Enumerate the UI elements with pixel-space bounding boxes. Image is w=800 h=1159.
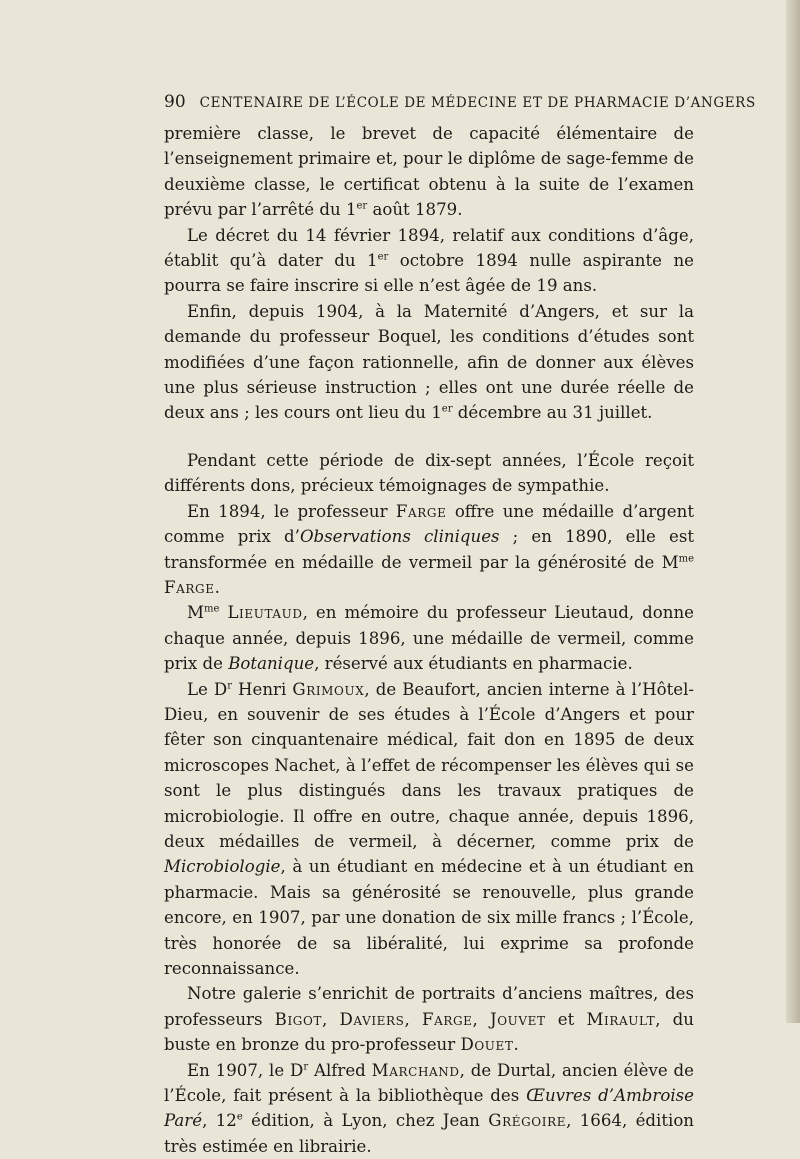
text-run: Alfred (308, 1060, 372, 1080)
superscript: e (236, 1111, 243, 1123)
name-small-caps: Jouvet (489, 1009, 546, 1029)
text-run: , (322, 1009, 340, 1029)
text-run: décembre au 31 juillet. (452, 403, 653, 423)
text-run: Le D (187, 679, 228, 699)
text-run: Enfin, depuis 1904, à la Maternité d’Angers, et sur la demande du professeur Boquel, les conditions d’études sont modifiées d’une façon rationnelle, afin de donner aux élèves une plus sérieuse instruction ; elles ont une durée réelle de deux ans ; les cours ont lieu du 1 (164, 301, 694, 423)
text-run: Pendant cette période de dix-sept années, l’École reçoit différents dons, précieux témoignages de sympathie. (164, 450, 694, 496)
paragraph-7 (164, 677, 694, 982)
paragraph-5 (164, 499, 694, 601)
superscript: er (356, 200, 368, 212)
text-run: En 1894, le professeur (187, 501, 396, 521)
name-small-caps: Douet (460, 1035, 514, 1055)
paragraph-3 (164, 299, 694, 426)
superscript: er (441, 403, 453, 415)
text-run: , 1664, édition très estimée en librairie. (164, 1111, 694, 1156)
name-small-caps: Lieutaud (227, 603, 303, 623)
name-small-caps: Farge (395, 501, 447, 521)
text-run: M (187, 603, 204, 623)
text-run: Notre galerie s’enrichit de portraits d’anciens maîtres, des professeurs (164, 984, 694, 1029)
italic-title: Microbiologie (164, 857, 281, 877)
name-small-caps: Daviers (339, 1009, 405, 1029)
running-title: CENTENAIRE DE L’ÉCOLE DE MÉDECINE ET DE PHARMACIE D’ANGERS (199, 95, 756, 111)
text-run: . (214, 577, 220, 597)
text-run: , en mémoire du professeur Lieutaud, donne chaque année, depuis 1896, une médaille de vermeil, comme prix de (164, 603, 694, 674)
text-run: et (545, 1009, 587, 1029)
text-run: . (513, 1035, 519, 1055)
superscript: r (227, 680, 232, 691)
italic-title: Œuvres d’Ambroise Paré (164, 1086, 694, 1131)
name-small-caps: Farge (421, 1009, 473, 1029)
body-text (164, 121, 694, 1159)
text-run: , (404, 1009, 422, 1029)
page-number: 90 (164, 92, 186, 112)
section-gap (164, 426, 694, 448)
text-run: Henri (232, 679, 293, 699)
text-run: offre une médaille d’argent comme prix d’ (164, 501, 694, 547)
superscript: r (303, 1061, 309, 1073)
text-run: , réservé aux étudiants en pharmacie. (314, 654, 633, 674)
text-run: octobre 1894 nulle aspirante ne pourra se faire inscrire si elle n’est âgée de 19 ans. (164, 251, 694, 296)
text-run: , à un étudiant en médecine et à un étudiant en pharmacie. Mais sa générosité se renouvelle, plus grande encore, en 1907, par une donation de six mille francs ; l’École, très honorée de sa libéralité, lui exprime sa profonde reconnaissance. (164, 857, 694, 978)
superscript: me (678, 552, 694, 564)
paragraph-6 (164, 600, 694, 676)
text-run: ; en 1890, elle est transformée en médaille de vermeil par la générosité de M (164, 527, 694, 572)
italic-title: Botanique (228, 654, 315, 674)
paragraph-1 (164, 121, 694, 223)
name-small-caps: Bigot (274, 1009, 323, 1029)
name-small-caps: Grégoire (488, 1111, 567, 1131)
text-run: première classe, le brevet de capacité élémentaire de l’enseignement primaire et, pour le diplôme de sage-femme de deuxième classe, le certificat obtenu à la suite de l’examen prévu par l’arrêté du 1 (164, 124, 694, 220)
text-run: Le décret du 14 février 1894, relatif aux conditions d’âge, établit qu’à dater du 1 (164, 225, 694, 271)
name-small-caps: Marchand (371, 1060, 460, 1080)
paragraph-8 (164, 981, 694, 1057)
text-run: , du buste en bronze du pro-professeur (164, 1009, 694, 1055)
text-run: , de Durtal, ancien élève de l’École, fait présent à la bibliothèque des (164, 1060, 694, 1106)
text-run: édition, à Lyon, chez Jean (242, 1111, 489, 1131)
running-header (164, 92, 756, 112)
italic-title: Observations cliniques (299, 527, 500, 547)
name-small-caps: Farge (164, 577, 215, 597)
paragraph-2 (164, 223, 694, 299)
name-small-caps: Grimoux (292, 679, 365, 699)
paragraph-9 (164, 1058, 694, 1159)
text-run: août 1879. (367, 200, 463, 220)
name-small-caps: Mirault (586, 1009, 656, 1029)
page-edge (786, 0, 800, 1023)
superscript: er (377, 251, 389, 263)
text-run: , 12 (202, 1111, 237, 1131)
text-run: , (472, 1009, 490, 1029)
text-run: En 1907, le D (187, 1060, 304, 1080)
superscript: me (204, 603, 220, 615)
text-run: , de Beaufort, ancien interne à l’Hôtel-Dieu, en souvenir de ses études à l’École d’Angers et pour fêter son cinquantenaire médical, fait don en 1895 de deux microscopes Nachet, à l’effet de récompenser les élèves qui se sont le plus distingués dans les travaux pratiques de microbiologie. Il offre en outre, chaque année, depuis 1896, deux médailles de vermeil, à décerner, comme prix de (164, 679, 694, 851)
paragraph-4 (164, 448, 694, 499)
